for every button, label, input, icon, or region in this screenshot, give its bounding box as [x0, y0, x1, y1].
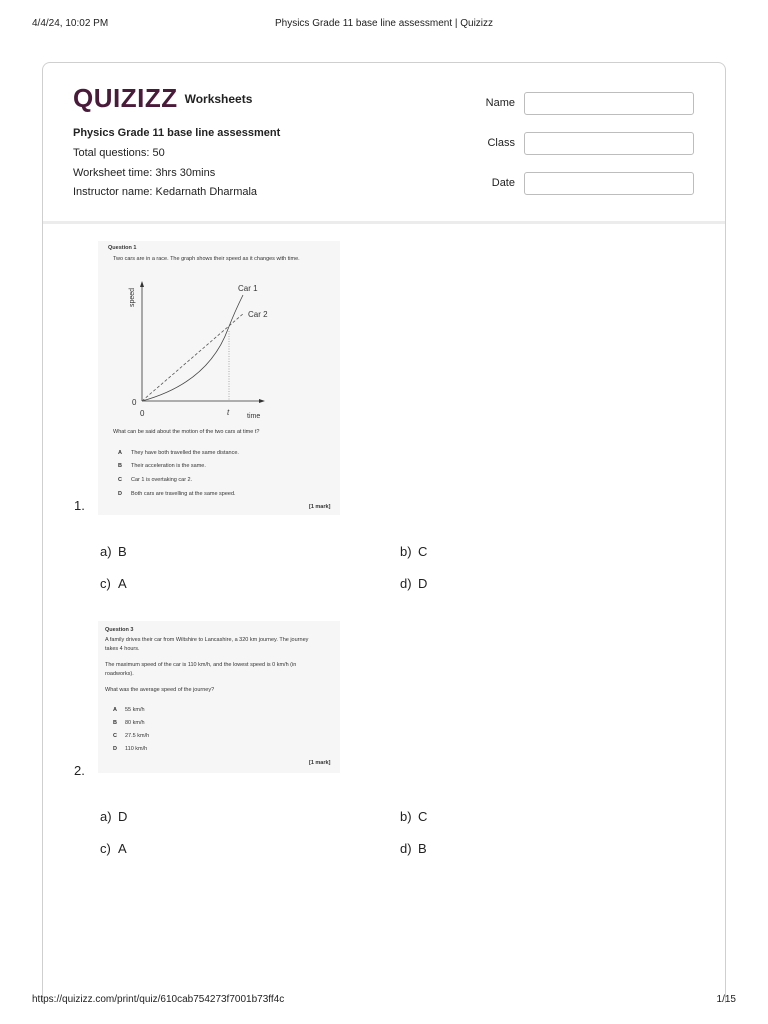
q2-option-a-text: D [118, 809, 128, 824]
car-2-label: Car 2 [248, 310, 268, 319]
quizizz-logo [73, 83, 252, 114]
q2-option-d [400, 841, 427, 856]
q2-choice-d-key: D [113, 746, 117, 752]
name-label: Name [485, 97, 515, 109]
q2-choice-d: 110 km/h [125, 746, 148, 752]
q1-option-d [400, 576, 427, 591]
q1-option-d-letter: d) [400, 576, 412, 591]
q2-choice-b-key: B [113, 720, 117, 726]
x-axis-label: time [247, 413, 261, 420]
q2-option-b-text: C [418, 809, 428, 824]
q2-choice-c: 27.5 km/h [125, 733, 150, 739]
instructor-name: Instructor name: Kedarnath Dharmala [73, 186, 258, 198]
q1-choice-d: Both cars are travelling at the same speed. [131, 491, 236, 497]
q1-choice-b-key: B [118, 463, 122, 469]
q2-option-d-text: B [418, 841, 427, 856]
q2-prompt-line-1: A family drives their car from Wiltshire to Lancashire, a 320 km journey. The journey [105, 637, 309, 643]
print-footer [0, 994, 768, 1008]
q2-prompt-line-2: takes 4 hours. [105, 646, 140, 652]
print-page-number: 1/15 [716, 994, 736, 1005]
q2-option-a [100, 809, 127, 824]
worksheet-title: Physics Grade 11 base line assessment [73, 127, 281, 139]
question-2-image [98, 621, 340, 773]
q2-option-a-letter: a) [100, 809, 112, 824]
q1-option-d-text: D [418, 576, 428, 591]
q2-option-c-letter: c) [100, 841, 111, 856]
q2-option-b [400, 809, 427, 824]
worksheet-header [43, 63, 725, 224]
q1-option-b [400, 544, 427, 559]
q1-choice-b: Their acceleration is the same. [131, 463, 206, 469]
q2-choice-a-key: A [113, 707, 117, 713]
question-1-image [98, 241, 340, 515]
q1-choice-c: Car 1 is overtaking car 2. [131, 477, 193, 483]
worksheet-card [42, 62, 726, 1003]
name-field[interactable] [524, 92, 694, 115]
car-1-curve [142, 295, 243, 401]
q2-info-line-1: The maximum speed of the car is 110 km/h, and the lowest speed is 0 km/h (in [105, 662, 297, 668]
total-questions: Total questions: 50 [73, 147, 165, 159]
q1-option-c-text: A [118, 576, 127, 591]
q1-choice-d-key: D [118, 491, 122, 497]
q2-choice-a: 55 km/h [125, 707, 145, 713]
print-datetime: 4/4/24, 10:02 PM [32, 18, 109, 29]
date-field[interactable] [524, 172, 694, 195]
x-axis-arrow [259, 399, 265, 403]
q2-heading: Question 3 [105, 627, 134, 633]
q1-option-a-letter: a) [100, 544, 112, 559]
q1-option-c [100, 576, 127, 591]
q2-option-d-letter: d) [400, 841, 412, 856]
q2-choice-b: 80 km/h [125, 720, 145, 726]
print-header [0, 18, 768, 32]
q1-choice-c-key: C [118, 477, 122, 483]
q1-marks: [1 mark] [309, 504, 331, 510]
q1-option-b-letter: b) [400, 544, 412, 559]
worksheet-time: Worksheet time: 3hrs 30mins [73, 167, 216, 179]
q2-question: What was the average speed of the journey? [105, 687, 215, 693]
date-label: Date [491, 177, 515, 189]
t-label: t [227, 408, 230, 417]
speed-time-graph [98, 271, 340, 421]
origin-x-label: 0 [140, 409, 145, 418]
question-2-number: 2. [74, 763, 85, 778]
q1-choice-a: They have both travelled the same distance. [131, 450, 239, 456]
logo-product: Worksheets [184, 91, 253, 106]
q2-info-line-2: roadworks). [105, 671, 134, 677]
q1-question: What can be said about the motion of the two cars at time t? [113, 429, 260, 435]
origin-y-label: 0 [132, 398, 137, 407]
q2-option-b-letter: b) [400, 809, 412, 824]
q1-prompt: Two cars are in a race. The graph shows their speed as it changes with time. [113, 256, 300, 262]
print-title: Physics Grade 11 base line assessment | Quizizz [274, 18, 494, 29]
y-axis-label: speed [129, 287, 136, 307]
class-label: Class [487, 137, 515, 149]
q1-heading: Question 1 [108, 245, 137, 251]
q2-marks: [1 mark] [309, 760, 331, 766]
y-axis-arrow [140, 281, 144, 287]
q1-option-a [100, 544, 127, 559]
question-1-number: 1. [74, 498, 85, 513]
class-field[interactable] [524, 132, 694, 155]
q1-option-b-text: C [418, 544, 428, 559]
q2-option-c [100, 841, 127, 856]
q2-option-c-text: A [118, 841, 127, 856]
logo-wordmark: QUIZIZZ [73, 83, 178, 113]
q2-choice-c-key: C [113, 733, 117, 739]
car-1-label: Car 1 [238, 284, 258, 293]
q1-choice-a-key: A [118, 450, 122, 456]
print-url: https://quizizz.com/print/quiz/610cab754273f7001b73ff4c [32, 994, 285, 1005]
q1-option-c-letter: c) [100, 576, 111, 591]
q1-option-a-text: B [118, 544, 127, 559]
